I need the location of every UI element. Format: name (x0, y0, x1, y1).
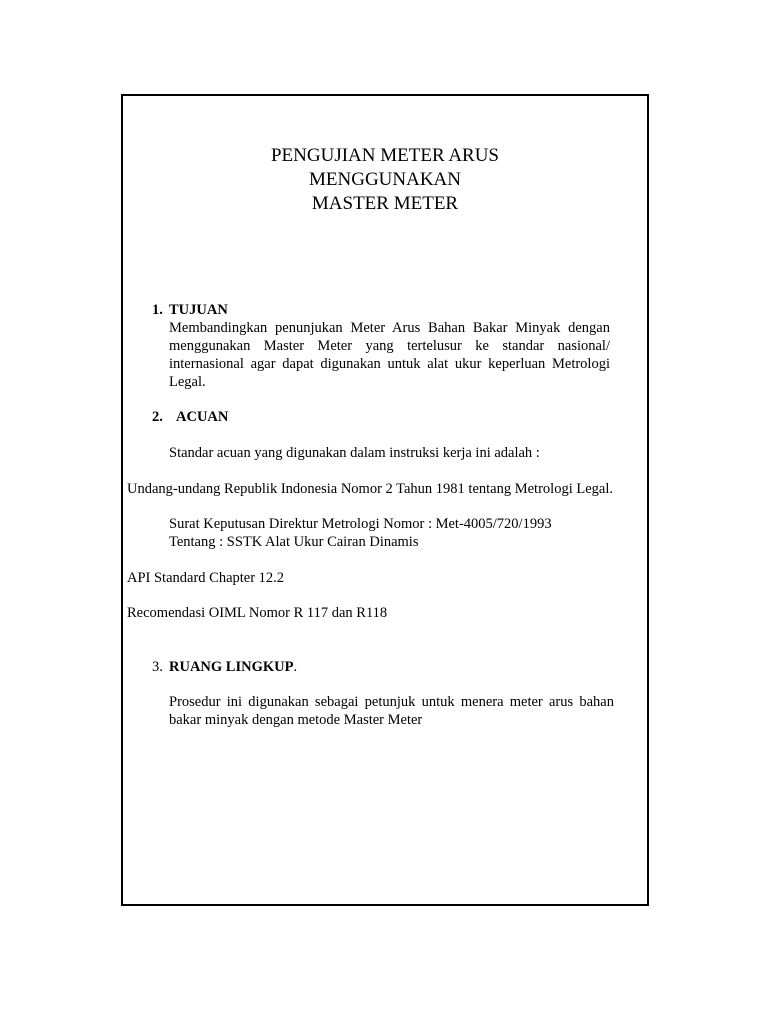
section-3-heading (169, 658, 297, 676)
section-2-heading: ACUAN (176, 409, 229, 425)
section-1-heading: TUJUAN (169, 302, 228, 318)
section-1-text: Membandingkan penunjukan Meter Arus Bahan Bakar Minyak dengan menggunakan Master Meter yang tertelusur ke standar nasional/ internasional agar dapat digunakan untuk alat ukur keperluan Metrologi Legal. (169, 320, 610, 390)
reference-api: API Standard Chapter 12.2 (127, 570, 285, 586)
section-2-intro: Standar acuan yang digunakan dalam instruksi kerja ini adalah : (169, 445, 540, 461)
section-3-number: 3. (152, 659, 163, 675)
section-3-heading-period: . (293, 659, 298, 675)
reference-decree-line-2: Tentang : SSTK Alat Ukur Cairan Dinamis (169, 534, 419, 550)
reference-law: Undang-undang Republik Indonesia Nomor 2 Tahun 1981 tentang Metrologi Legal. (127, 481, 613, 497)
document-title-line-2: MENGGUNAKAN (309, 169, 461, 190)
section-3-heading-text: RUANG LINGKUP (169, 659, 294, 675)
section-1-number: 1. (152, 302, 163, 318)
reference-oiml: Recomendasi OIML Nomor R 117 dan R118 (127, 605, 388, 621)
document-title-line-3: MASTER METER (311, 193, 459, 214)
section-3-text: Prosedur ini digunakan sebagai petunjuk untuk menera meter arus bahan bakar minyak dengan metode Master Meter (169, 694, 614, 728)
document-title-line-1: PENGUJIAN METER ARUS (270, 145, 500, 166)
section-2-number: 2. (152, 409, 163, 425)
reference-decree-line-1: Surat Keputusan Direktur Metrologi Nomor : Met-4005/720/1993 (169, 516, 552, 532)
